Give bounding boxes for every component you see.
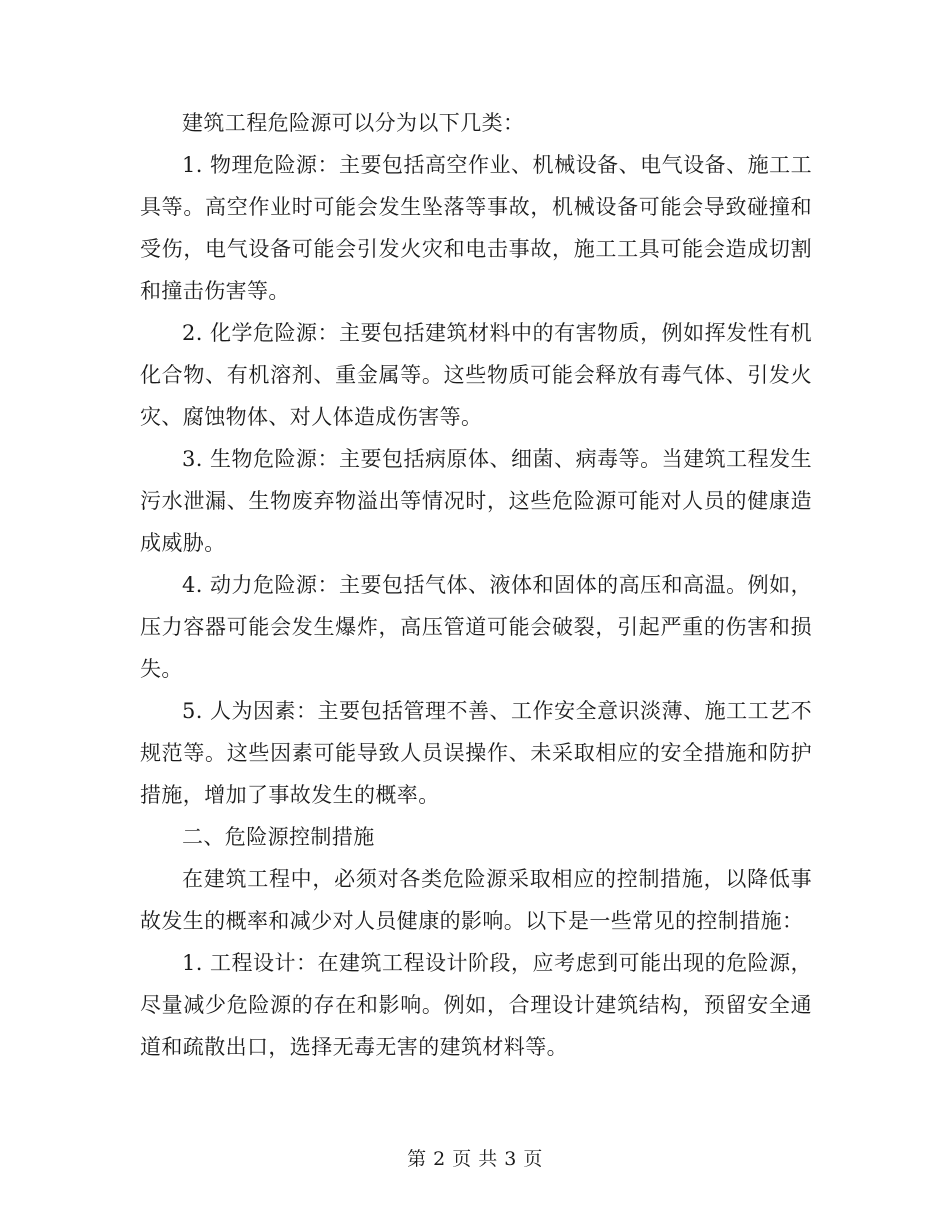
section-heading: 二、危险源控制措施 — [182, 825, 375, 849]
page-number-footer: 第 2 页 共 3 页 — [407, 1148, 543, 1170]
physical-hazard-paragraph: 1. 物理危险源：主要包括高空作业、机械设备、电气设备、施工工具等。高空作业时可能会发生坠落等事故，机械设备可能会导致碰撞和受伤，电气设备可能会引发火灾和电击事故，施工工具可能会造成切割和撞击伤害等。 — [140, 153, 812, 303]
intro-paragraph: 建筑工程危险源可以分为以下几类： — [182, 111, 525, 135]
document-body — [140, 102, 812, 1068]
biological-hazard-paragraph: 3. 生物危险源：主要包括病原体、细菌、病毒等。当建筑工程发生污水泄漏、生物废弃物溢出等情况时，这些危险源可能对人员的健康造成威胁。 — [140, 447, 812, 555]
chemical-hazard-paragraph: 2. 化学危险源：主要包括建筑材料中的有害物质，例如挥发性有机化合物、有机溶剂、重金属等。这些物质可能会释放有毒气体、引发火灾、腐蚀物体、对人体造成伤害等。 — [140, 321, 812, 429]
control-intro-paragraph: 在建筑工程中，必须对各类危险源采取相应的控制措施，以降低事故发生的概率和减少对人员健康的影响。以下是一些常见的控制措施： — [140, 867, 812, 933]
power-hazard-paragraph: 4. 动力危险源：主要包括气体、液体和固体的高压和高温。例如，压力容器可能会发生爆炸，高压管道可能会破裂，引起严重的伤害和损失。 — [140, 573, 812, 681]
engineering-design-paragraph: 1. 工程设计：在建筑工程设计阶段，应考虑到可能出现的危险源，尽量减少危险源的存在和影响。例如，合理设计建筑结构，预留安全通道和疏散出口，选择无毒无害的建筑材料等。 — [140, 951, 812, 1059]
human-factor-paragraph: 5. 人为因素：主要包括管理不善、工作安全意识淡薄、施工工艺不规范等。这些因素可能导致人员误操作、未采取相应的安全措施和防护措施，增加了事故发生的概率。 — [140, 699, 812, 807]
